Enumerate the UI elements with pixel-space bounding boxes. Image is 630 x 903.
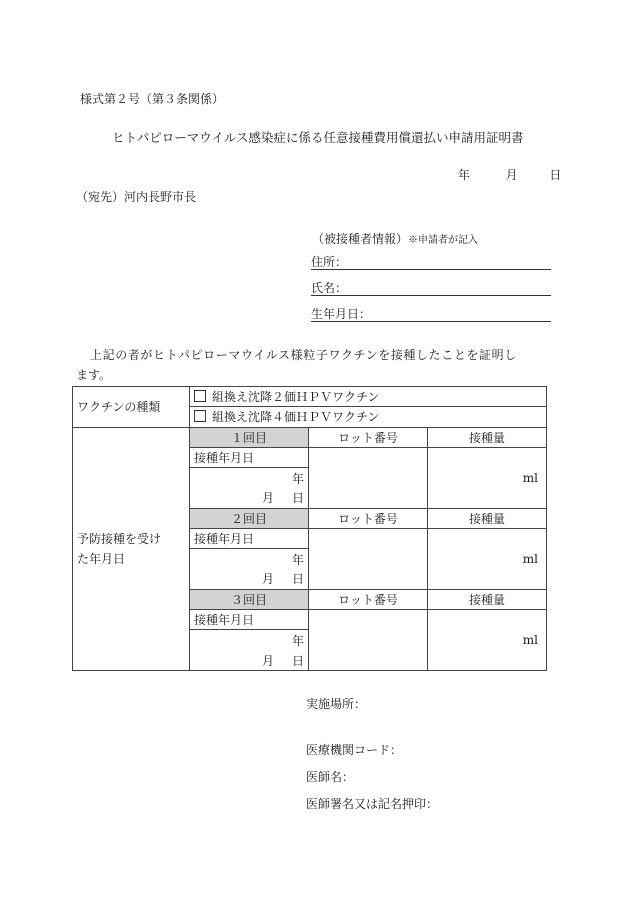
ml-unit: ml: [522, 551, 539, 566]
date-year: 年: [458, 168, 471, 182]
dose-3-lot-field[interactable]: [309, 610, 428, 671]
vaccination-date-sublabel: 接種年月日: [190, 610, 309, 630]
dose-2-date-year[interactable]: 年: [190, 549, 309, 569]
place-label: 実施場所：: [306, 697, 367, 711]
lot-number-header: ロット番号: [309, 508, 428, 528]
lot-number-header: ロット番号: [309, 589, 428, 609]
checkbox-icon[interactable]: [194, 410, 206, 422]
vaccine-option-label: 組換え沈降２価ＨＰＶワクチン: [212, 390, 380, 405]
lot-number-header: ロット番号: [309, 427, 428, 447]
name-label: 氏名：: [311, 281, 348, 295]
dose-1-lot-field[interactable]: [309, 447, 428, 508]
vaccine-option-row: [73, 387, 547, 407]
date-line: [458, 166, 561, 183]
vaccination-date-sublabel: 接種年月日: [190, 528, 309, 548]
ml-unit: ml: [522, 633, 539, 648]
certification-text-line1: 上記の者がヒトパピローマウイルス様粒子ワクチンを接種したことを証明し: [90, 348, 517, 362]
dose-amount-header: 接種量: [428, 427, 547, 447]
vaccination-date-label: 予防接種を受け た年月日: [73, 427, 190, 670]
address-label: 住所：: [311, 255, 348, 269]
dose-2-label: ２回目: [190, 508, 309, 528]
document-title: ヒトパピローマウイルス感染症に係る任意接種費用償還払い申請用証明書: [112, 130, 524, 145]
recipient-info-note: ※申請者が記入: [408, 235, 479, 246]
vaccination-table: [72, 386, 547, 671]
dose-3-date-month-day[interactable]: 月 日: [190, 650, 309, 670]
form-number: 様式第２号（第３条関係）: [80, 92, 225, 106]
dose-3-date-year[interactable]: 年: [190, 630, 309, 650]
address-field[interactable]: [311, 253, 551, 270]
vaccine-option-2valent[interactable]: [190, 387, 547, 407]
name-field[interactable]: [311, 279, 551, 296]
vaccine-option-label: 組換え沈降４価ＨＰＶワクチン: [212, 410, 380, 425]
dose-1-amount-field[interactable]: [428, 447, 547, 508]
dose-2-lot-field[interactable]: [309, 528, 428, 589]
birthdate-field[interactable]: [311, 305, 551, 322]
dose-3-label: ３回目: [190, 589, 309, 609]
dose-amount-header: 接種量: [428, 508, 547, 528]
dose-1-date-month-day[interactable]: 月 日: [190, 488, 309, 508]
certification-text-line2: ます。: [76, 368, 112, 382]
vaccine-type-label: ワクチンの種類: [73, 387, 190, 428]
doctor-signature-label: 医師署名又は記名押印：: [306, 797, 439, 811]
recipient-info-header: [312, 230, 478, 247]
dose-1-label: １回目: [190, 427, 309, 447]
facility-code-label: 医療機関コード：: [306, 743, 403, 757]
dose-1-date-year[interactable]: 年: [190, 468, 309, 488]
vaccination-date-sublabel: 接種年月日: [190, 447, 309, 467]
dose-2-amount-field[interactable]: [428, 528, 547, 589]
date-month: 月: [505, 168, 518, 182]
addressee: （宛先）河内長野市長: [76, 190, 197, 204]
date-day: 日: [549, 168, 562, 182]
dose-3-amount-field[interactable]: [428, 610, 547, 671]
checkbox-icon[interactable]: [194, 390, 206, 402]
dose-header-row: [73, 427, 547, 447]
vaccine-option-4valent[interactable]: [190, 407, 547, 427]
birthdate-label: 生年月日：: [311, 307, 372, 321]
recipient-info-title: （被接種者情報）: [312, 232, 409, 246]
doctor-name-label: 医師名：: [306, 770, 355, 784]
dose-amount-header: 接種量: [428, 589, 547, 609]
ml-unit: ml: [522, 470, 539, 485]
dose-2-date-month-day[interactable]: 月 日: [190, 569, 309, 589]
